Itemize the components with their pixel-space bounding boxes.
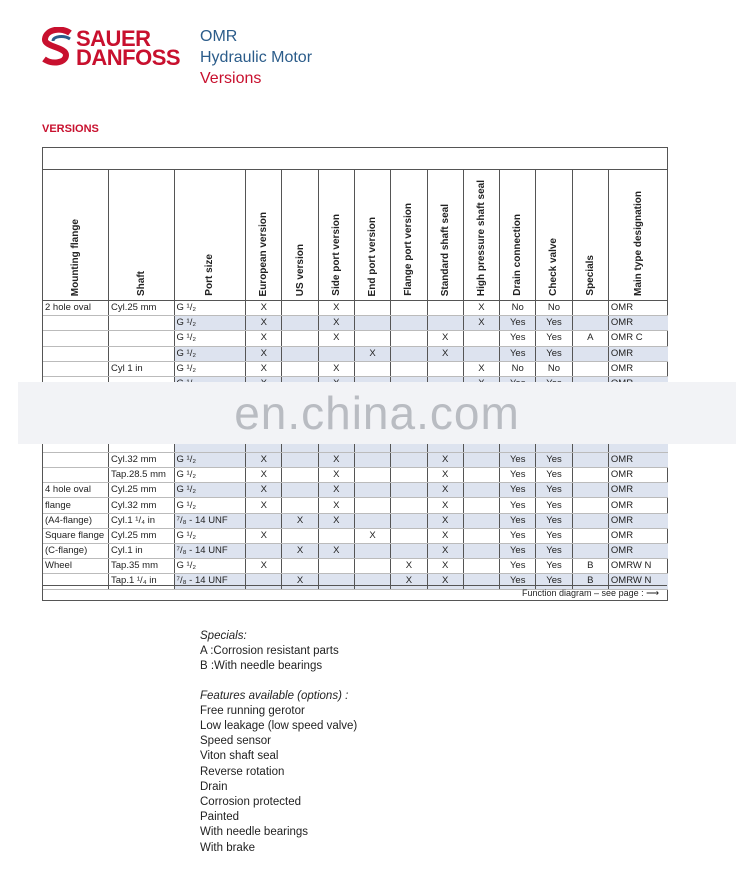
table-cell: X xyxy=(427,452,463,467)
table-cell: OMR xyxy=(608,498,668,513)
table-cell xyxy=(391,452,427,467)
table-cell xyxy=(43,346,109,361)
table-cell: Yes xyxy=(536,452,572,467)
table-cell: Yes xyxy=(536,528,572,543)
logo-s-icon xyxy=(40,27,74,69)
table-cell xyxy=(282,498,318,513)
table-cell: (A4-flange) xyxy=(43,513,109,528)
table-cell xyxy=(109,346,175,361)
table-cell: X xyxy=(427,513,463,528)
table-cell xyxy=(572,346,608,361)
table-cell xyxy=(427,316,463,331)
table-cell: 4 hole oval xyxy=(43,483,109,498)
column-header xyxy=(572,170,608,301)
table-cell: OMRW N xyxy=(608,559,668,574)
table-cell: Cyl.1 ¹/₄ in xyxy=(109,513,175,528)
table-cell: X xyxy=(318,544,354,559)
table-cell: X xyxy=(354,346,390,361)
table-cell: G ¹/₂ xyxy=(174,559,246,574)
table-cell: Tap.28.5 mm xyxy=(109,468,175,483)
table-cell: X xyxy=(391,559,427,574)
table-cell: X xyxy=(318,483,354,498)
table-cell xyxy=(318,528,354,543)
watermark-band xyxy=(18,382,736,444)
table-cell xyxy=(109,316,175,331)
watermark-text: en.china.com xyxy=(234,387,520,439)
table-cell: X xyxy=(318,316,354,331)
table-cell xyxy=(572,544,608,559)
table-cell: G ¹/₂ xyxy=(174,346,246,361)
table-cell: X xyxy=(463,361,499,376)
table-cell: OMR xyxy=(608,346,668,361)
table-cell: Yes xyxy=(500,544,536,559)
table-cell: X xyxy=(318,331,354,346)
table-cell: No xyxy=(500,301,536,316)
specials-item: A :Corrosion resistant parts xyxy=(200,645,339,658)
column-header xyxy=(174,170,246,301)
table-cell: Yes xyxy=(536,498,572,513)
feature-item: With needle bearings xyxy=(200,826,309,839)
table-top-band xyxy=(43,148,667,170)
table-cell: 2 hole oval xyxy=(43,301,109,316)
table-cell xyxy=(463,331,499,346)
feature-item: Corrosion protected xyxy=(200,796,301,809)
table-cell: X xyxy=(427,331,463,346)
table-cell: Yes xyxy=(536,483,572,498)
table-row xyxy=(43,528,668,543)
table-cell: X xyxy=(246,346,282,361)
table-body xyxy=(43,301,668,590)
features-heading: Features available (options) : xyxy=(200,689,349,702)
table-cell: X xyxy=(282,513,318,528)
table-cell: Tap.35 mm xyxy=(109,559,175,574)
column-header-label: Drain connection xyxy=(512,214,524,296)
function-diagram-link[interactable]: Function diagram – see page : ⟶ xyxy=(43,585,667,600)
table-cell: Yes xyxy=(536,316,572,331)
table-cell: Yes xyxy=(500,528,536,543)
table-cell: G ¹/₂ xyxy=(174,301,246,316)
table-cell: X xyxy=(246,468,282,483)
table-cell: Cyl.25 mm xyxy=(109,301,175,316)
table-cell xyxy=(109,331,175,346)
table-cell: X xyxy=(318,452,354,467)
column-header xyxy=(109,170,175,301)
table-cell xyxy=(572,316,608,331)
table-cell xyxy=(354,468,390,483)
column-header xyxy=(354,170,390,301)
table-row xyxy=(43,452,668,467)
table-cell: X xyxy=(282,574,318,589)
table-cell: X xyxy=(318,301,354,316)
column-header xyxy=(246,170,282,301)
table-cell: X xyxy=(246,316,282,331)
table-cell: OMR xyxy=(608,301,668,316)
table-cell xyxy=(572,468,608,483)
column-header xyxy=(282,170,318,301)
logo-word-danfoss: DANFOSS xyxy=(76,45,181,70)
table-cell: X xyxy=(463,301,499,316)
table-cell: Yes xyxy=(500,346,536,361)
table-cell: Yes xyxy=(536,544,572,559)
table-cell xyxy=(282,528,318,543)
table-cell: No xyxy=(536,361,572,376)
table-cell xyxy=(282,468,318,483)
table-cell xyxy=(463,559,499,574)
table-cell xyxy=(463,468,499,483)
table-cell xyxy=(354,316,390,331)
table-cell xyxy=(391,316,427,331)
table-cell: OMR xyxy=(608,544,668,559)
table-row xyxy=(43,346,668,361)
table-cell xyxy=(391,331,427,346)
table-cell xyxy=(318,559,354,574)
table-cell: Yes xyxy=(536,574,572,589)
table-cell xyxy=(572,483,608,498)
table-cell xyxy=(354,452,390,467)
table-cell: B xyxy=(572,574,608,589)
product-type: Hydraulic Motor xyxy=(200,49,313,66)
table-cell: Yes xyxy=(536,346,572,361)
table-cell: X xyxy=(463,316,499,331)
table-cell: Cyl.1 in xyxy=(109,544,175,559)
table-cell xyxy=(282,483,318,498)
table-cell xyxy=(391,361,427,376)
table-cell xyxy=(43,452,109,467)
table-cell: Tap.1 ¹/₄ in xyxy=(109,574,175,589)
table-cell xyxy=(391,544,427,559)
table-cell: Cyl.32 mm xyxy=(109,498,175,513)
table-cell xyxy=(246,544,282,559)
table-cell xyxy=(282,346,318,361)
specials-item: B :With needle bearings xyxy=(200,660,323,673)
column-header-label: US version xyxy=(294,243,306,296)
table-cell: X xyxy=(354,528,390,543)
table-cell: OMR xyxy=(608,452,668,467)
table-cell: Wheel xyxy=(43,559,109,574)
table-cell xyxy=(463,513,499,528)
table-cell: Yes xyxy=(500,468,536,483)
table-cell xyxy=(354,361,390,376)
column-header-label: Port size xyxy=(204,254,216,296)
table-cell: Yes xyxy=(500,574,536,589)
column-header xyxy=(427,170,463,301)
table-cell: X xyxy=(246,301,282,316)
versions-table xyxy=(43,170,668,590)
table-cell: Yes xyxy=(536,468,572,483)
table-cell: OMR xyxy=(608,361,668,376)
table-cell: X xyxy=(427,544,463,559)
table-cell xyxy=(354,559,390,574)
column-header-label: Flange port version xyxy=(403,203,415,296)
table-cell xyxy=(572,498,608,513)
column-header-label: Mounting flange xyxy=(70,218,81,296)
feature-item: Speed sensor xyxy=(200,735,271,748)
table-cell xyxy=(246,513,282,528)
table-cell: X xyxy=(427,498,463,513)
column-header-label: High pressure shaft seal xyxy=(475,179,487,296)
product-name: OMR xyxy=(200,28,238,45)
table-cell: Cyl.25 mm xyxy=(109,528,175,543)
table-cell: X xyxy=(246,452,282,467)
table-cell: OMR C xyxy=(608,331,668,346)
table-cell: Yes xyxy=(500,498,536,513)
table-cell: X xyxy=(246,528,282,543)
table-cell: X xyxy=(427,559,463,574)
table-row xyxy=(43,483,668,498)
table-cell xyxy=(282,331,318,346)
table-cell: X xyxy=(427,346,463,361)
table-row xyxy=(43,331,668,346)
table-cell xyxy=(572,361,608,376)
table-cell: G ¹/₂ xyxy=(174,452,246,467)
table-cell: G ¹/₂ xyxy=(174,361,246,376)
page-subject: Versions xyxy=(200,70,262,87)
table-cell: Cyl.32 mm xyxy=(109,452,175,467)
sauer-danfoss-logo xyxy=(40,27,190,71)
section-title: VERSIONS xyxy=(42,123,99,135)
table-row xyxy=(43,559,668,574)
table-cell xyxy=(572,528,608,543)
column-header-label: Side port version xyxy=(330,214,342,296)
feature-item: Painted xyxy=(200,811,240,824)
specials-heading: Specials: xyxy=(200,630,247,642)
table-cell: G ¹/₂ xyxy=(174,316,246,331)
table-cell: Yes xyxy=(500,483,536,498)
table-cell xyxy=(572,452,608,467)
table-row xyxy=(43,498,668,513)
table-cell: Cyl 1 in xyxy=(109,361,175,376)
table-cell: X xyxy=(246,361,282,376)
table-cell xyxy=(427,361,463,376)
table-cell xyxy=(354,331,390,346)
table-cell: (C-flange) xyxy=(43,544,109,559)
table-cell: OMR xyxy=(608,528,668,543)
table-cell: X xyxy=(246,483,282,498)
table-cell: G ¹/₂ xyxy=(174,483,246,498)
column-header-label: European version xyxy=(258,211,270,296)
table-cell: G ¹/₂ xyxy=(174,498,246,513)
table-cell: X xyxy=(246,559,282,574)
table-cell xyxy=(463,528,499,543)
table-cell: X xyxy=(246,498,282,513)
feature-item: Viton shaft seal xyxy=(200,750,279,763)
table-cell xyxy=(282,559,318,574)
column-header-label: End port version xyxy=(367,216,379,296)
table-cell: X xyxy=(318,468,354,483)
table-cell xyxy=(391,513,427,528)
table-cell xyxy=(463,346,499,361)
table-cell: X xyxy=(246,331,282,346)
table-cell: G ¹/₂ xyxy=(174,528,246,543)
table-cell xyxy=(391,483,427,498)
table-cell: X xyxy=(318,498,354,513)
logo-word-sauer: SAUER xyxy=(76,26,151,51)
column-header-label: Check valve xyxy=(548,238,560,296)
table-cell xyxy=(354,544,390,559)
table-cell: OMR xyxy=(608,316,668,331)
table-header-row xyxy=(43,170,668,301)
column-header xyxy=(536,170,572,301)
table-cell: Yes xyxy=(500,331,536,346)
table-cell xyxy=(463,498,499,513)
table-cell xyxy=(282,361,318,376)
table-cell xyxy=(282,452,318,467)
table-cell: Yes xyxy=(500,513,536,528)
table-cell: ⁷/₈ - 14 UNF xyxy=(174,513,246,528)
table-cell xyxy=(318,346,354,361)
table-cell: X xyxy=(427,483,463,498)
table-cell: B xyxy=(572,559,608,574)
table-cell xyxy=(463,483,499,498)
table-cell: Yes xyxy=(536,513,572,528)
table-cell: Yes xyxy=(500,452,536,467)
table-cell: A xyxy=(572,331,608,346)
table-cell: X xyxy=(427,574,463,589)
column-header-label: Main type designation xyxy=(632,190,644,296)
table-cell xyxy=(43,468,109,483)
table-cell: flange xyxy=(43,498,109,513)
table-row xyxy=(43,468,668,483)
table-row xyxy=(43,513,668,528)
table-row xyxy=(43,361,668,376)
feature-item: Reverse rotation xyxy=(200,765,285,778)
feature-item: Drain xyxy=(200,780,228,793)
table-cell xyxy=(391,528,427,543)
table-cell xyxy=(572,513,608,528)
table-cell xyxy=(43,361,109,376)
table-cell: X xyxy=(427,468,463,483)
column-header-label: Specials xyxy=(584,255,596,296)
table-cell: X xyxy=(282,544,318,559)
table-cell xyxy=(391,301,427,316)
table-cell xyxy=(43,331,109,346)
table-cell: OMR xyxy=(608,468,668,483)
table-row xyxy=(43,301,668,316)
table-cell xyxy=(391,498,427,513)
column-header xyxy=(608,170,668,301)
table-cell: X xyxy=(318,513,354,528)
table-cell xyxy=(463,452,499,467)
table-cell: No xyxy=(536,301,572,316)
table-cell: OMR xyxy=(608,513,668,528)
table-cell: OMRW N xyxy=(608,574,668,589)
table-cell xyxy=(354,483,390,498)
column-header xyxy=(500,170,536,301)
table-cell: OMR xyxy=(608,483,668,498)
table-cell: Yes xyxy=(500,316,536,331)
table-cell: X xyxy=(427,528,463,543)
table-cell: ⁷/₈ - 14 UNF xyxy=(174,574,246,589)
column-header-label: Shaft xyxy=(135,271,147,296)
table-cell: Cyl.25 mm xyxy=(109,483,175,498)
table-cell xyxy=(354,498,390,513)
column-header xyxy=(463,170,499,301)
table-cell: X xyxy=(391,574,427,589)
table-cell: ⁷/₈ - 14 UNF xyxy=(174,544,246,559)
table-cell xyxy=(282,301,318,316)
feature-item: Free running gerotor xyxy=(200,704,305,717)
table-cell xyxy=(354,301,390,316)
table-cell: G ¹/₂ xyxy=(174,331,246,346)
table-cell xyxy=(391,468,427,483)
column-header-label: Standard shaft seal xyxy=(439,203,451,296)
table-row xyxy=(43,316,668,331)
table-cell: No xyxy=(500,361,536,376)
table-cell xyxy=(354,513,390,528)
table-cell xyxy=(391,346,427,361)
page-header xyxy=(200,26,312,89)
table-cell: G ¹/₂ xyxy=(174,468,246,483)
column-header xyxy=(43,170,109,301)
table-cell: Square flange xyxy=(43,528,109,543)
table-cell xyxy=(282,316,318,331)
table-cell xyxy=(43,316,109,331)
feature-item: Low leakage (low speed valve) xyxy=(200,720,358,733)
table-cell: Yes xyxy=(500,559,536,574)
versions-table-frame xyxy=(42,147,668,601)
table-cell xyxy=(463,544,499,559)
feature-item: With brake xyxy=(200,841,255,854)
table-cell: X xyxy=(318,361,354,376)
column-header xyxy=(318,170,354,301)
table-cell: Yes xyxy=(536,331,572,346)
table-row xyxy=(43,544,668,559)
column-header xyxy=(391,170,427,301)
notes-block xyxy=(200,629,357,856)
table-cell: Yes xyxy=(536,559,572,574)
table-cell xyxy=(427,301,463,316)
table-cell xyxy=(572,301,608,316)
